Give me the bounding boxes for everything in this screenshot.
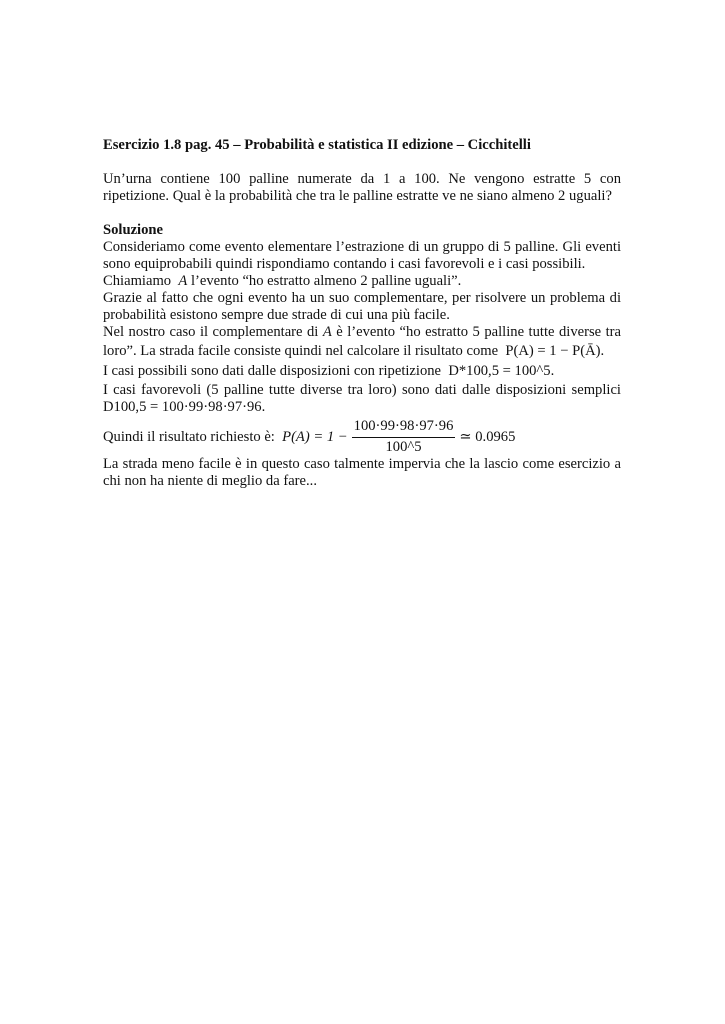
solution-line-11-a: Quindi il risultato richiesto è:	[103, 428, 275, 445]
solution-line-7	[103, 343, 621, 360]
solution-line-2: sono equiprobabili quindi rispondiamo contando i casi favorevoli e i casi possibili.	[103, 256, 586, 272]
solution-line-8	[103, 363, 621, 380]
solution-line-13: chi non ha niente di meglio da fare...	[103, 473, 317, 490]
solution-line-6-a: Nel nostro caso il complementare di	[103, 324, 319, 340]
problem-line-1: Un’urna contiene 100 palline numerate da 1 a 100. Ne vengono estratte 5 con	[103, 171, 621, 187]
solution-line-6-b: è l’evento “ho estratto 5 palline tutte diverse tra	[336, 324, 622, 340]
fraction-numerator: 100·99·98·97·96	[352, 418, 456, 438]
solution-line-1: Consideriamo come evento elementare l’estrazione di un gruppo di 5 palline. Gli eventi	[103, 239, 621, 255]
solution-line-11	[103, 418, 621, 456]
solution-heading: Soluzione	[103, 222, 164, 238]
solution-line-5: probabilità esistono sempre due strade di cui una più facile.	[103, 307, 450, 323]
solution-line-3-a: Chiamiamo	[103, 273, 172, 289]
event-variable-A: A	[178, 273, 188, 289]
exercise-title: Esercizio 1.8 pag. 45 – Probabilità e statistica II edizione – Cicchitelli	[103, 137, 531, 153]
formula-result-fraction	[352, 418, 456, 456]
solution-line-3	[103, 273, 621, 290]
solution-line-6	[103, 324, 621, 341]
event-variable-A: A	[322, 324, 332, 340]
solution-line-8-a: I casi possibili sono dati dalle disposizioni con ripetizione	[103, 363, 442, 380]
formula-simple-dispositions: D100,5 = 100·99·98·97·96.	[103, 399, 266, 416]
solution-line-9: I casi favorevoli (5 palline tutte diverse tra loro) sono dati dalle disposizioni semplici	[103, 382, 621, 399]
formula-complement: P(A) = 1 − P(Ā).	[505, 343, 605, 360]
formula-result-approx: ≃ 0.0965	[459, 428, 516, 445]
solution-line-12: La strada meno facile è in questo caso talmente impervia che la lascio come esercizio a	[103, 456, 621, 473]
problem-line-2: ripetizione. Qual è la probabilità che tra le palline estratte ve ne siano almeno 2 uguali?	[103, 188, 612, 204]
solution-line-10	[103, 399, 621, 416]
solution-line-7-a: loro”. La strada facile consiste quindi nel calcolare il risultato come	[103, 343, 499, 359]
solution-line-4: Grazie al fatto che ogni evento ha un suo complementare, per risolvere un problema di	[103, 290, 621, 306]
solution-line-3-b: l’evento “ho estratto almeno 2 palline uguali”.	[190, 273, 462, 289]
spacer	[103, 205, 621, 222]
formula-result-lhs: P(A) = 1 −	[282, 428, 348, 445]
fraction-denominator: 100^5	[385, 439, 422, 456]
document-page	[103, 137, 621, 490]
formula-dispositions-repetition: D*100,5 = 100^5.	[448, 363, 555, 380]
